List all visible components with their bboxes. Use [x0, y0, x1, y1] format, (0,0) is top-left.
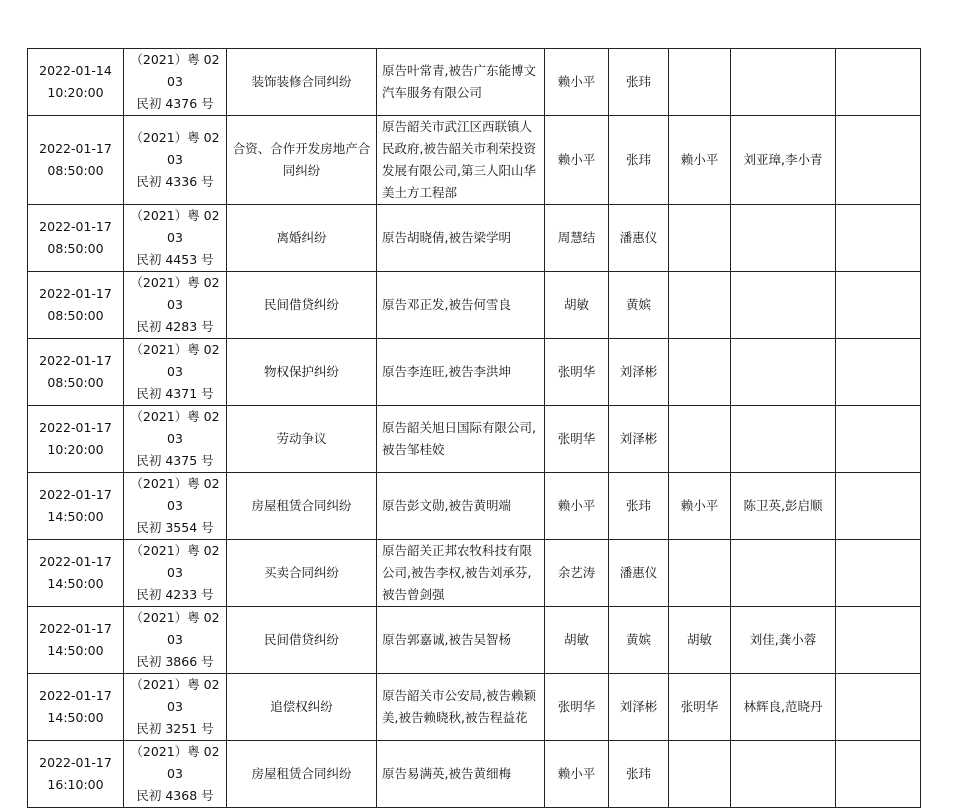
table-row	[28, 741, 921, 808]
parties-text: 原告邓正发,被告何雪良	[382, 297, 511, 312]
clerk-text: 刘泽彬	[619, 431, 658, 446]
table-row	[28, 473, 921, 540]
parties-text: 原告胡晓倩,被告梁学明	[382, 230, 511, 245]
hearing-datetime-text: 10:20:00	[47, 442, 104, 457]
judge-cell	[545, 540, 609, 607]
hearing-datetime-text: 2022-01-17	[39, 420, 112, 435]
presiding-judge-cell	[669, 272, 731, 339]
case-number-cell	[124, 674, 227, 741]
hearing-datetime-cell	[28, 116, 124, 205]
table-row	[28, 607, 921, 674]
table-row	[28, 49, 921, 116]
parties-text: 原告韶关市武江区西联镇人民政府,被告韶关市利荣投资发展有限公司,第三人阳山华美土方工程部	[382, 119, 536, 200]
judge-text: 赖小平	[557, 74, 596, 89]
clerk-cell	[609, 272, 669, 339]
case-number-text: 民初 4283 号	[136, 319, 214, 334]
clerk-cell	[609, 540, 669, 607]
case-cause-text: 合资、合作开发房地产合同纠纷	[232, 141, 371, 178]
presiding-judge-cell	[669, 674, 731, 741]
case-cause-cell	[227, 49, 377, 116]
clerk-text: 黄嫔	[625, 297, 651, 312]
jurors-cell	[731, 540, 836, 607]
judge-cell	[545, 607, 609, 674]
jurors-text: 刘佳,龚小蓉	[749, 632, 817, 647]
remarks-cell	[836, 741, 921, 808]
table-body	[28, 49, 921, 808]
case-number-cell	[124, 339, 227, 406]
case-number-cell	[124, 272, 227, 339]
judge-cell	[545, 674, 609, 741]
clerk-cell	[609, 49, 669, 116]
case-number-text: （2021）粤 0203	[130, 744, 220, 781]
case-cause-text: 买卖合同纠纷	[263, 565, 339, 580]
clerk-text: 张玮	[625, 152, 651, 167]
case-cause-text: 劳动争议	[276, 431, 327, 446]
case-number-text: （2021）粤 0203	[130, 476, 220, 513]
case-cause-cell	[227, 116, 377, 205]
clerk-cell	[609, 406, 669, 473]
case-cause-text: 房屋租赁合同纠纷	[251, 498, 352, 513]
jurors-cell	[731, 473, 836, 540]
judge-text: 赖小平	[557, 152, 596, 167]
case-cause-cell	[227, 205, 377, 272]
hearing-datetime-text: 2022-01-17	[39, 219, 112, 234]
jurors-text: 陈卫英,彭启顺	[743, 498, 823, 513]
remarks-cell	[836, 339, 921, 406]
judge-cell	[545, 741, 609, 808]
parties-cell	[377, 674, 545, 741]
case-number-cell	[124, 540, 227, 607]
case-number-cell	[124, 741, 227, 808]
clerk-cell	[609, 116, 669, 205]
case-number-cell	[124, 116, 227, 205]
clerk-cell	[609, 205, 669, 272]
jurors-text: 刘亚璋,李小青	[743, 152, 823, 167]
parties-cell	[377, 272, 545, 339]
parties-text: 原告韶关正邦农牧科技有限公司,被告李权,被告刘承芬,被告曾剑强	[382, 543, 533, 602]
jurors-cell	[731, 339, 836, 406]
clerk-cell	[609, 607, 669, 674]
presiding-judge-cell	[669, 116, 731, 205]
remarks-cell	[836, 674, 921, 741]
presiding-judge-cell	[669, 339, 731, 406]
parties-text: 原告韶关市公安局,被告赖颖美,被告赖晓秋,被告程益花	[382, 688, 536, 725]
judge-text: 胡敏	[563, 297, 589, 312]
case-number-text: 民初 4368 号	[136, 788, 214, 803]
hearing-datetime-text: 14:50:00	[47, 576, 104, 591]
case-number-cell	[124, 473, 227, 540]
case-cause-cell	[227, 473, 377, 540]
jurors-cell	[731, 49, 836, 116]
hearing-datetime-cell	[28, 540, 124, 607]
case-cause-cell	[227, 674, 377, 741]
table-row	[28, 272, 921, 339]
judge-cell	[545, 205, 609, 272]
clerk-text: 潘惠仪	[619, 230, 658, 245]
presiding-judge-text: 赖小平	[680, 152, 719, 167]
case-number-text: 民初 3251 号	[136, 721, 214, 736]
judge-text: 赖小平	[557, 766, 596, 781]
case-number-text: （2021）粤 0203	[130, 208, 220, 245]
clerk-cell	[609, 473, 669, 540]
parties-cell	[377, 741, 545, 808]
case-number-text: （2021）粤 0203	[130, 409, 220, 446]
parties-cell	[377, 607, 545, 674]
case-number-text: （2021）粤 0203	[130, 610, 220, 647]
case-cause-cell	[227, 741, 377, 808]
case-number-text: （2021）粤 0203	[130, 342, 220, 379]
table-row	[28, 674, 921, 741]
hearing-datetime-text: 16:10:00	[47, 777, 104, 792]
hearing-datetime-text: 08:50:00	[47, 241, 104, 256]
case-number-cell	[124, 406, 227, 473]
parties-text: 原告李连旺,被告李洪坤	[382, 364, 511, 379]
case-cause-cell	[227, 540, 377, 607]
judge-cell	[545, 339, 609, 406]
hearing-datetime-cell	[28, 406, 124, 473]
table-row	[28, 339, 921, 406]
case-number-text: 民初 3554 号	[136, 520, 214, 535]
judge-text: 张明华	[557, 699, 596, 714]
case-cause-text: 离婚纠纷	[276, 230, 327, 245]
case-number-text: 民初 4371 号	[136, 386, 214, 401]
presiding-judge-cell	[669, 607, 731, 674]
case-cause-cell	[227, 607, 377, 674]
judge-cell	[545, 116, 609, 205]
clerk-cell	[609, 741, 669, 808]
presiding-judge-cell	[669, 540, 731, 607]
remarks-cell	[836, 406, 921, 473]
remarks-cell	[836, 49, 921, 116]
table-row	[28, 116, 921, 205]
hearing-datetime-text: 2022-01-17	[39, 688, 112, 703]
remarks-cell	[836, 272, 921, 339]
table-row	[28, 540, 921, 607]
parties-cell	[377, 339, 545, 406]
judge-text: 张明华	[557, 431, 596, 446]
hearing-datetime-text: 2022-01-17	[39, 487, 112, 502]
remarks-cell	[836, 473, 921, 540]
hearing-datetime-text: 14:50:00	[47, 643, 104, 658]
hearing-datetime-cell	[28, 741, 124, 808]
case-cause-text: 物权保护纠纷	[263, 364, 339, 379]
hearing-datetime-text: 08:50:00	[47, 163, 104, 178]
hearing-datetime-text: 2022-01-17	[39, 141, 112, 156]
hearing-schedule-page	[27, 48, 921, 808]
hearing-datetime-text: 2022-01-17	[39, 353, 112, 368]
judge-text: 张明华	[557, 364, 596, 379]
case-number-text: 民初 3866 号	[136, 654, 214, 669]
clerk-text: 张玮	[625, 74, 651, 89]
clerk-text: 张玮	[625, 766, 651, 781]
clerk-cell	[609, 339, 669, 406]
hearing-schedule-table	[27, 48, 921, 808]
parties-cell	[377, 473, 545, 540]
case-cause-text: 民间借贷纠纷	[263, 632, 339, 647]
parties-text: 原告叶常青,被告广东能博文汽车服务有限公司	[382, 63, 536, 100]
jurors-cell	[731, 116, 836, 205]
judge-text: 胡敏	[563, 632, 589, 647]
parties-cell	[377, 205, 545, 272]
presiding-judge-text: 张明华	[680, 699, 719, 714]
case-number-cell	[124, 607, 227, 674]
case-number-text: （2021）粤 0203	[130, 275, 220, 312]
case-number-text: 民初 4453 号	[136, 252, 214, 267]
case-number-text: （2021）粤 0203	[130, 543, 220, 580]
parties-cell	[377, 116, 545, 205]
hearing-datetime-text: 2022-01-17	[39, 755, 112, 770]
case-number-text: 民初 4233 号	[136, 587, 214, 602]
hearing-datetime-cell	[28, 205, 124, 272]
hearing-datetime-text: 2022-01-17	[39, 554, 112, 569]
case-cause-text: 装饰装修合同纠纷	[251, 74, 352, 89]
hearing-datetime-text: 08:50:00	[47, 375, 104, 390]
presiding-judge-text: 胡敏	[686, 632, 712, 647]
parties-text: 原告易满英,被告黄细梅	[382, 766, 511, 781]
jurors-cell	[731, 205, 836, 272]
presiding-judge-cell	[669, 741, 731, 808]
case-cause-text: 追偿权纠纷	[270, 699, 333, 714]
parties-cell	[377, 540, 545, 607]
hearing-datetime-text: 10:20:00	[47, 85, 104, 100]
judge-cell	[545, 406, 609, 473]
case-number-text: （2021）粤 0203	[130, 130, 220, 167]
presiding-judge-cell	[669, 205, 731, 272]
hearing-datetime-cell	[28, 473, 124, 540]
presiding-judge-cell	[669, 49, 731, 116]
hearing-datetime-cell	[28, 339, 124, 406]
parties-text: 原告彭文勋,被告黄明端	[382, 498, 511, 513]
parties-text: 原告郭嘉诚,被告吴智杨	[382, 632, 511, 647]
table-row	[28, 205, 921, 272]
case-number-cell	[124, 205, 227, 272]
case-number-text: 民初 4336 号	[136, 174, 214, 189]
jurors-cell	[731, 272, 836, 339]
case-cause-cell	[227, 406, 377, 473]
case-number-cell	[124, 49, 227, 116]
case-cause-text: 房屋租赁合同纠纷	[251, 766, 352, 781]
hearing-datetime-text: 2022-01-14	[39, 63, 112, 78]
judge-cell	[545, 49, 609, 116]
hearing-datetime-text: 14:50:00	[47, 509, 104, 524]
case-number-text: 民初 4375 号	[136, 453, 214, 468]
hearing-datetime-text: 2022-01-17	[39, 621, 112, 636]
remarks-cell	[836, 607, 921, 674]
judge-cell	[545, 473, 609, 540]
presiding-judge-cell	[669, 406, 731, 473]
jurors-cell	[731, 406, 836, 473]
hearing-datetime-text: 14:50:00	[47, 710, 104, 725]
judge-text: 周慧结	[557, 230, 596, 245]
hearing-datetime-cell	[28, 49, 124, 116]
jurors-text: 林辉良,范晓丹	[743, 699, 823, 714]
case-cause-cell	[227, 272, 377, 339]
hearing-datetime-cell	[28, 674, 124, 741]
case-cause-cell	[227, 339, 377, 406]
presiding-judge-text: 赖小平	[680, 498, 719, 513]
clerk-cell	[609, 674, 669, 741]
parties-cell	[377, 49, 545, 116]
table-row	[28, 406, 921, 473]
presiding-judge-cell	[669, 473, 731, 540]
clerk-text: 潘惠仪	[619, 565, 658, 580]
judge-text: 赖小平	[557, 498, 596, 513]
clerk-text: 张玮	[625, 498, 651, 513]
clerk-text: 黄嫔	[625, 632, 651, 647]
parties-text: 原告韶关旭日国际有限公司,被告邹桂姣	[382, 420, 536, 457]
jurors-cell	[731, 674, 836, 741]
hearing-datetime-text: 2022-01-17	[39, 286, 112, 301]
hearing-datetime-cell	[28, 607, 124, 674]
case-cause-text: 民间借贷纠纷	[263, 297, 339, 312]
jurors-cell	[731, 741, 836, 808]
judge-cell	[545, 272, 609, 339]
hearing-datetime-cell	[28, 272, 124, 339]
jurors-cell	[731, 607, 836, 674]
clerk-text: 刘泽彬	[619, 699, 658, 714]
case-number-text: （2021）粤 0203	[130, 677, 220, 714]
clerk-text: 刘泽彬	[619, 364, 658, 379]
remarks-cell	[836, 540, 921, 607]
case-number-text: 民初 4376 号	[136, 96, 214, 111]
remarks-cell	[836, 116, 921, 205]
judge-text: 余艺涛	[557, 565, 596, 580]
case-number-text: （2021）粤 0203	[130, 52, 220, 89]
remarks-cell	[836, 205, 921, 272]
parties-cell	[377, 406, 545, 473]
hearing-datetime-text: 08:50:00	[47, 308, 104, 323]
